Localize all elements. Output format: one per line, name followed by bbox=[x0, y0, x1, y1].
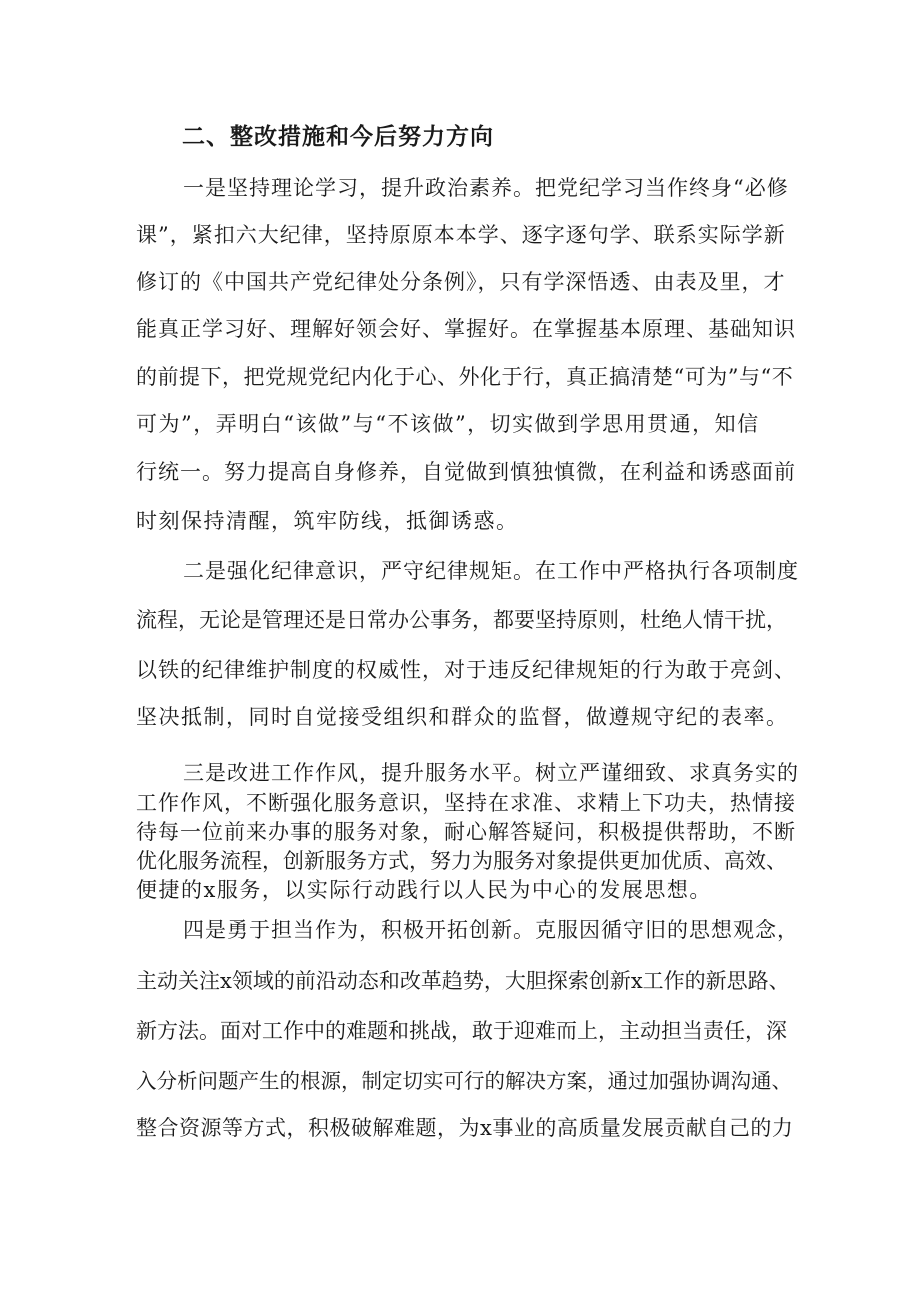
paragraph-line: 待每一位前来办事的服务对象，耐心解答疑问，积极提供帮助，不断 bbox=[136, 820, 796, 844]
paragraph-line: 入分析问题产生的根源，制定切实可行的解决方案，通过加强协调沟通、 bbox=[136, 1069, 792, 1093]
paragraph-line: 课”，紧扣六大纪律，坚持原原本本学、逐字逐句学、联系实际学新 bbox=[136, 223, 786, 247]
paragraph-line: 二是强化纪律意识，严守纪律规矩。在工作中严格执行各项制度 bbox=[183, 559, 799, 583]
paragraph-line: 的前提下，把党规党纪内化于心、外化于行，真正搞清楚“可为”与“不 bbox=[136, 365, 794, 389]
paragraph-line: 行统一。努力提高自身修养，自觉做到慎独慎微，在利益和诱惑面前 bbox=[136, 460, 796, 484]
paragraph-line: 流程，无论是管理还是日常办公事务，都要坚持原则，杜绝人情干扰， bbox=[136, 608, 787, 632]
paragraph-line: 修订的《中国共产党纪律处分条例》，只有学深悟透、由表及里，才 bbox=[136, 270, 786, 294]
paragraph-line: 时刻保持清醒，筑牢防线，抵御诱惑。 bbox=[136, 509, 519, 533]
paragraph-line: 坚决抵制，同时自觉接受组织和群众的监督，做遵规守纪的表率。 bbox=[136, 705, 789, 729]
paragraph-line: 主动关注x领域的前沿动态和改革趋势，大胆探索创新x工作的新思路、 bbox=[136, 969, 790, 993]
paragraph-line: 三是改进工作作风，提升服务水平。树立严谨细致、求真务实的 bbox=[183, 761, 799, 785]
paragraph-line: 能真正学习好、理解好领会好、掌握好。在掌握基本原理、基础知识 bbox=[136, 317, 796, 341]
paragraph-line: 优化服务流程，创新服务方式，努力为服务对象提供更加优质、高效、 bbox=[136, 849, 787, 873]
paragraph-line: 可为”，弄明白“该做”与“不该做”，切实做到学思用贯通，知信 bbox=[136, 412, 760, 436]
paragraph-line: 整合资源等方式，积极破解难题，为x事业的高质量发展贡献自己的力 bbox=[136, 1116, 794, 1140]
paragraph-line: 工作作风，不断强化服务意识，坚持在求准、求精上下功夫，热情接 bbox=[136, 791, 796, 815]
paragraph-line: 新方法。面对工作中的难题和挑战，敢于迎难而上，主动担当责任，深 bbox=[136, 1019, 787, 1043]
paragraph-line: 一是坚持理论学习，提升政治素养。把党纪学习当作终身“必修 bbox=[183, 176, 789, 200]
paragraph-line: 以铁的纪律维护制度的权威性，对于违反纪律规矩的行为敢于亮剑、 bbox=[136, 658, 796, 682]
paragraph-line: 便捷的x服务，以实际行动践行以人民为中心的发展思想。 bbox=[136, 878, 712, 902]
section-heading: 二、整改措施和今后努力方向 bbox=[182, 124, 494, 150]
paragraph-line: 四是勇于担当作为，积极开拓创新。克服因循守旧的思想观念， bbox=[183, 918, 799, 942]
